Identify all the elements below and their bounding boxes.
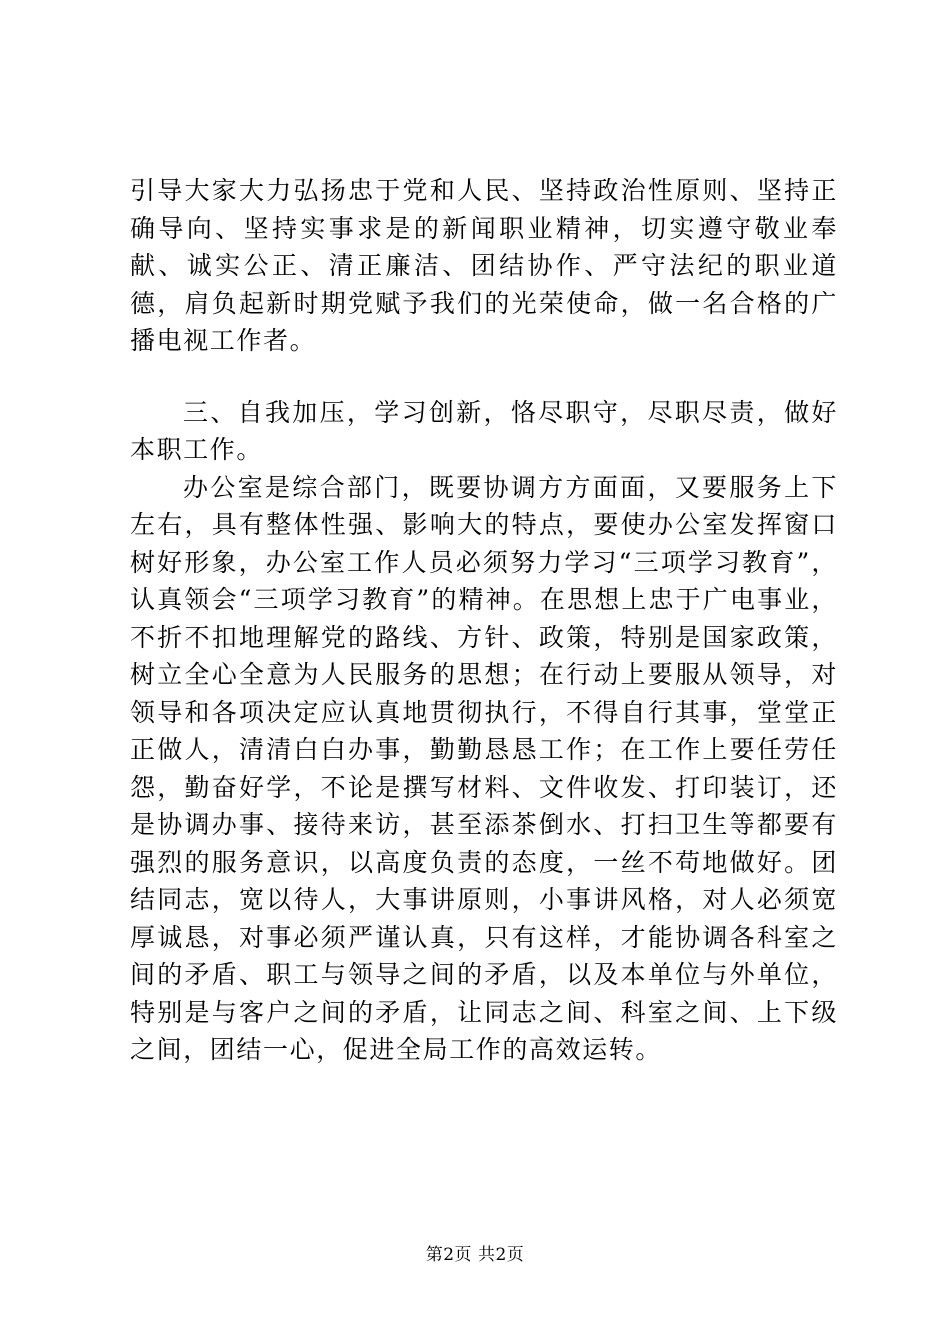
paragraph-office-duties: 办公室是综合部门，既要协调方方面面，又要服务上下左右，具有整体性强、影响大的特点，要使办公室发挥窗口树好形象，办公室工作人员必须努力学习“三项学习教育”，认真领会“三项学习教育”的精神。在思想上忠于广电事业，不折不扣地理解党的路线、方针、政策，特别是国家政策，树立全心全意为人民服务的思想；在行动上要服从领导，对领导和各项决定应认真地贯彻执行，不得自行其事，堂堂正正做人，清清白白办事，勤勤恳恳工作；在工作上要任劳任怨，勤奋好学，不论是撰写材料、文件收发、打印装订，还是协调办事、接待来访，甚至添茶倒水、打扫卫生等都要有强烈的服务意识，以高度负责的态度，一丝不苟地做好。团结同志，宽以待人，大事讲原则，小事讲风格，对人必须宽厚诚恳，对事必须严谨认真，只有这样，才能协调各科室之间的矛盾、职工与领导之间的矛盾，以及本单位与外单位，特别是与客户之间的矛盾，让同志之间、科室之间、上下级之间，团结一心，促进全局工作的高效运转。: [130, 472, 838, 1064]
document-body: [130, 172, 838, 1069]
section-heading: 三、自我加压，学习创新，恪尽职守，尽职尽责，做好本职工作。: [130, 397, 838, 464]
paragraph-spacer: [130, 360, 838, 394]
paragraph-continuation: 引导大家大力弘扬忠于党和人民、坚持政治性原则、坚持正确导向、坚持实事求是的新闻职业精神，切实遵守敬业奉献、诚实公正、清正廉洁、团结协作、严守法纪的职业道德，肩负起新时期党赋予我们的光荣使命，做一名合格的广播电视工作者。: [130, 176, 838, 355]
page-number-footer: 第2页 共2页: [425, 1245, 525, 1265]
